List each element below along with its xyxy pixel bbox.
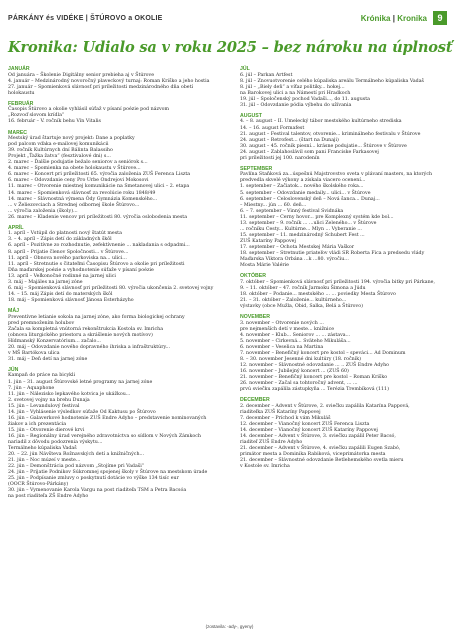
event-entry: 6. november – Veselica na Martina xyxy=(240,344,324,350)
event-entry: 8. júl – „Biely deň“ a víťaz politiky... hokej... xyxy=(240,84,345,90)
event-entry: 24. august – Zablahoslávil som pani Franciske Farkasovej xyxy=(240,149,379,155)
event-entry: 1. jún – 31. august Štúrovské letné programy na jarnej zóne xyxy=(8,379,153,385)
month-section xyxy=(240,314,452,393)
event-entry: 21. jún – Noc múzeí v meste... xyxy=(8,458,81,464)
event-entry: 6. marec – Koncert pri príležitosti 65. výročia založenia ZUŠ Ferenca Liszta xyxy=(8,172,191,178)
page-number: 9 xyxy=(433,11,447,25)
article-title: Kronika: Udialo sa v roku 2025 – bez nároku na úplnosť xyxy=(8,39,453,56)
month-heading: DECEMBER xyxy=(240,397,270,404)
event-entry: Mosta Márie Valérie xyxy=(240,263,289,269)
event-entry: 31. júl – Odovzdanie pódia výbehu do užívania xyxy=(240,102,352,108)
event-entry: 9. – 11. október – 47. ročník Jarmoku Šimona a Júdu xyxy=(240,285,366,291)
event-entry: 2. svetovej vojny na brehu Dunaja xyxy=(8,397,90,403)
event-entry: 4. marec – Spomienka na obete holokaustu v Štúrove... xyxy=(8,166,141,172)
event-entry: Pavlína Staňková za...úspešnú Majstrovstvo sveta v plávaní masters, na ktorých xyxy=(240,172,433,178)
event-entry: – Miestny... jún ... 60. deň... xyxy=(240,202,307,208)
event-entry: 31. máj – Deň detí na jarnej zóne xyxy=(8,356,88,362)
event-entry: predvedla skvelé výkony a získala viacero ocenení... xyxy=(240,178,366,184)
event-entry: 6. – 7. september – Vinný festival Svidnáka xyxy=(240,208,344,214)
event-entry: 18. september – Stretnutie priateľov vládi SR Roberta Fica a predsedu vlády Maďarska Viktora Orbána ...k ...80. výročiu... xyxy=(240,251,425,263)
month-section xyxy=(8,367,220,501)
event-entry: 6. marec – Odovzdanie ceny Pro Urbe Ondrejovi Mokosovi xyxy=(8,178,149,184)
event-entry: 15. jún – Otvorenie dierové krvi xyxy=(8,427,85,433)
event-entry: prvú sviečku zapálila zástupkyňa ... Terézia Trembíková (111) xyxy=(240,387,389,393)
event-entry: 8. apríl – Prijatie členov Spoločnosti... v Štúrove... xyxy=(8,249,129,255)
page-header xyxy=(0,0,459,34)
event-entry: 21. december – Advent v Štúrove, 4. sviečku zapálili Eugen Szabó, primátor mesta a Dominika Rabiková, viceprimátorka mesta xyxy=(240,446,401,458)
event-entry: Začala sa kompletná vnútorná rekonštrukcia Kostola sv. Imricha (obnova liturgického priestoru a skrášlenie nových motívov) xyxy=(8,326,164,338)
event-entry: Termálneho kúpaliska Vadaš xyxy=(8,446,77,452)
right-column xyxy=(240,66,452,474)
event-entry: Od januára – Školenie Digitálny senior prebieha aj v Štúrove xyxy=(8,72,155,78)
event-entry: 24. august – Retrofest... (štart na Dunaji) xyxy=(240,137,339,143)
month-section xyxy=(240,113,452,162)
section-separator: | xyxy=(390,14,398,23)
month-section xyxy=(240,397,452,470)
event-entry: 17. september – Ochota Mestskej Mária Vaškor xyxy=(240,244,355,250)
event-entry: 6. máj – Spomienková slávnosť pri príležitosti 80. výročia ukončenia 2. svetovej vojny xyxy=(8,285,214,291)
section-label-hu: Krónika xyxy=(360,14,391,23)
section-label xyxy=(361,14,427,23)
event-entry: 14. – 15. máj Zápis detí do materských škôl xyxy=(8,291,113,297)
event-entry: 25. jún – Podpísanie zmluvy o poskytnutí dotácie vo výške 134 tisíc eur (OOCR Štúrovo-Párkány) xyxy=(8,476,179,488)
event-entry: 16. február – V. ročník behu Vín Vitalis xyxy=(8,119,101,125)
event-entry: 3. – 4. apríl – Zápis detí do základných škôl xyxy=(8,237,112,243)
month-heading: APRÍL xyxy=(8,224,24,231)
month-section xyxy=(8,101,220,126)
event-entry: 24. jún – Prijatie Podnikov Súkromnej spojenej školy v Štúrove na mestskom úrade xyxy=(8,470,208,476)
event-entry: 11. apríl – Obnova nového parkoviska na... ulici... xyxy=(8,255,127,261)
event-entry: 5. september – Odovzdanie medaily... ulici... v Štúrove xyxy=(240,190,371,196)
month-heading: MÁJ xyxy=(8,307,19,314)
month-section xyxy=(8,66,220,97)
event-entry: ... v Želiezovciach a Strednej odbornej škole Štúrovo... xyxy=(8,202,140,208)
month-heading: MAREC xyxy=(8,129,28,136)
event-entry: 3. máj – Majáles na jarnej zóne xyxy=(8,279,83,285)
event-entry: 13. september – 9. ročník ... ...ulici Zeleného... v Štúrove xyxy=(240,220,377,226)
event-entry: 16. jún – Galaverkové hodnotenie ZUŠ Endre Adyho – predstavenie nominovaných žiakov a ich prezentácia xyxy=(8,415,207,427)
event-entry: ZUŠ Kataríny Pappovej xyxy=(240,238,296,244)
event-entry: Kampaň do práce na bicykli xyxy=(8,373,76,379)
event-entry: Projekt „Ťažka žatva“ (fesztivalové dni) s... xyxy=(8,154,111,160)
month-section xyxy=(8,225,220,304)
event-entry: 21. – 31. október – Založenie... kultúrneho... xyxy=(240,297,347,303)
event-entry: 26. marec – Kladenie vencov pri príležitosti 80. výročia oslobodenia mesta xyxy=(8,214,188,220)
event-entry: 21. november – Benefičný koncert pre kostol – Roman Kriško xyxy=(240,374,388,380)
event-entry: 18. október – Podanie... mestského ... ... poviedky Mesta Štúrovo xyxy=(240,291,396,297)
event-entry: výstavky (obce Mužla, Obid, Salka, Belá a Štúrovo) xyxy=(240,303,363,309)
event-entry: Preventívne letianie sokola na jarnej zóne, ako forma biologickej ochrany pred premnožením holubov xyxy=(8,314,185,326)
author-credit: (zostavila: -ady-, gyeny) xyxy=(205,624,254,629)
event-entry: 2. marec – Ďalšie podujatie bežalo seniorov a seniórok s... xyxy=(8,160,148,166)
month-section xyxy=(8,308,220,363)
event-entry: 39. ročník Kultúrnych dní Bálinta Balassiho xyxy=(8,148,113,154)
month-section xyxy=(240,66,452,109)
event-entry: ... ročníku Cesty... Kultúrne... Mlyn ... Vyberanie ... xyxy=(240,226,362,232)
event-entry: 14. december – Advent v Štúrove, 3. sviečku zapálil Peter Bacsó, riaditeľ ZUŠ Endre Adyho xyxy=(240,433,396,445)
event-entry: 15. jún – Levandulový festival xyxy=(8,403,80,409)
event-entry: 27. január – Spomienková slávnosť pri príležitosti medzinárodného dňa obetí holokaustu xyxy=(8,84,194,96)
event-entry: pri príležitosti jej 100. narodenín xyxy=(240,155,320,161)
event-entry: 30. jún – Vymenovanie Karola Vargu na post riaditeľa TSM a Petra Bacsóa na post riaditeľa ZŠ Endre Adyho xyxy=(8,488,187,500)
month-heading: AUGUST xyxy=(240,112,262,119)
event-entry: ... výročia založenia (školy)... xyxy=(8,208,78,214)
event-entry: 14. marec – Spomienková slávnosť za revolúcie roku 1848/49 xyxy=(8,190,156,196)
event-entry: 7. december – Príchod k vám Mikuláš xyxy=(240,415,331,421)
event-entry: 16. november – Jubilejný koncert ... (ZUŠ 60) xyxy=(240,368,349,374)
event-entry: 7. jún – Aquaphone xyxy=(8,385,55,391)
event-entry: Hídmanský Konzervatórium... začalo... xyxy=(8,338,101,344)
event-entry: 6. apríl – Pozitívne zo rozhodnutie, zefektívnenie ... nakladania s odpadmi... xyxy=(8,243,190,249)
month-section xyxy=(240,273,452,310)
section-label-sk: Kronika xyxy=(397,14,427,23)
event-entry: 4. november – Klub... Seniorov ... ... zástava... xyxy=(240,332,351,338)
event-entry: 4. január – Medzinárodný novoročný plaveckový turnaj: Roman Kriško a jeho hostia xyxy=(8,78,210,84)
event-entry: 13. apríl – Veľkonočné rodinné na jarnej ulici xyxy=(8,273,116,279)
month-section xyxy=(240,166,452,269)
event-entry: 6. júl – Parkan Artfest xyxy=(240,72,293,78)
event-entry: 26. november – Začal sa tohtoročný advent, ... ... xyxy=(240,381,358,387)
month-heading: FEBRUÁR xyxy=(8,100,34,107)
event-entry: 12. november – Slávnostné odovzdanie ... .. ZUŠ Endre Adyho xyxy=(240,362,390,368)
event-entry: 19. júl – Spoločenský pochod Vadaši..., do 11. augusta xyxy=(240,96,370,102)
event-entry: 11. apríl – Stretnutie s čitateľmi Časopisu Štúrovo a okolie pri príležitosti Dňa maďarskej poézie a vyhodnotenie súťaže v písaní poézie xyxy=(8,261,185,273)
event-entry: 1. apríl – Vstúpil do platnosti nový štatút mesta xyxy=(8,231,122,237)
event-entry: 21. december – Slávnostné odovzdanie Betlehemského svetla mieru v Kostole sv. Imricha xyxy=(240,458,404,470)
event-entry: 15. september – 11. medzinárodný Schubert Fest ... xyxy=(240,232,365,238)
event-entry: 6. september – Celoslovenský deň – Nová šanca... Dunaj... xyxy=(240,196,380,202)
event-entry: v MŠ Bartókova ulica xyxy=(8,350,60,356)
event-entry: 3. november – Otvorenie nových ... xyxy=(240,320,324,326)
event-entry: 20. máj – Odovzdanie nového dopravného ihriska a infraštruktúry... xyxy=(8,344,171,350)
event-entry: na Barokovej ulici a na Námestí pri Hradkoch xyxy=(240,90,351,96)
month-heading: JÚL xyxy=(240,66,250,72)
month-heading: JÚN xyxy=(8,366,19,373)
event-entry: 14. jún – Vyhlásenie výsledkov súťaže Od Kaktusu po Štúrovo xyxy=(8,409,156,415)
month-heading: NOVEMBER xyxy=(240,313,270,320)
event-entry: 22. jún – Demonštrácia pod názvom „Stojíme pri Vadaši“ xyxy=(8,464,145,470)
event-entry: 30. august – 45. ročník piesní... krásne podujatie... Štúrove v Štúrove xyxy=(240,143,407,149)
event-entry: 5. november – Cirkevná... Sväteho Mikuláša... xyxy=(240,338,351,344)
event-entry: 4. – 8. august – II. Umelecký tábor mestského kultúrneho strediska xyxy=(240,119,402,125)
event-entry: 14. – 16. august Formafest xyxy=(240,125,305,131)
month-heading: OKTÓBER xyxy=(240,273,266,280)
event-entry: 12. december – Vianočný koncert ZUŠ Ferenca Liszta xyxy=(240,421,370,427)
event-entry: 11. jún – Nálezisko lepkavého kotvica je ukážkou... xyxy=(8,391,131,397)
left-column xyxy=(8,66,220,504)
event-entry: 11. september – Cerny hovor... pre Komplexný systém kde bol... xyxy=(240,214,394,220)
event-entry: 8. júl – Znovuotvorenie celého kúpaliska areálu Termálneho kúpaliska Vadaš xyxy=(240,78,424,84)
event-entry: 20. – 22. jún Návšteva Rožnavských detí a knižničných... xyxy=(8,452,145,458)
event-entry: Časopis Štúrovo a okolie vyhlásil súťaž v písaní poézie pod názvom „Rozvoď slovom krídla“ xyxy=(8,107,170,119)
publication-name: PÁRKÁNY és VIDÉKE | ŠTÚROVO a OKOLIE xyxy=(8,15,163,22)
month-section xyxy=(8,130,220,221)
event-entry: 8. – 30. november Jesenné dni kultúry (18. ročník) xyxy=(240,356,361,362)
event-entry: 7. október – Spomienková slávnosť pri príležitosti 194. výročia bitky pri Párkane, xyxy=(240,279,435,285)
event-entry: 7. november – Benefičný koncert pre kostol – speváci... Ad Dominum xyxy=(240,350,406,356)
month-heading: JANUÁR xyxy=(8,66,30,72)
event-entry: 14. december – Vianočný koncert ZUŠ Kataríny Pappovej xyxy=(240,427,378,433)
event-entry: 1. september – Začiatok... nového školského roka... xyxy=(240,184,364,190)
event-entry: 2. december – Advent v Štúrove, 2. sviečku zapálila Katarína Pappová, riaditeľka ZUŠ Kataríny Pappovej xyxy=(240,403,410,415)
event-entry: 11. marec – Otvorenie miestnej komunikácie na Smetanovej ulici – 2. etapa xyxy=(8,184,190,190)
event-entry: 14. marec – Slávnostná výmena Ódy Gymnázia Komenského... xyxy=(8,196,158,202)
event-entry: pre nejmenších detí v meste... knižnice xyxy=(240,326,335,332)
event-entry: 18. máj – Spomienková slávnosť Jánosa Esterházyho xyxy=(8,297,134,303)
event-entry: 21. august – Festival talentov, otvorenie... kriminálneho festivalu v Štúrove xyxy=(240,131,421,137)
event-entry: 16. jún – Regionálny úrad verejného zdravotníctva so sídlom v Nových Zámkoch nariadil z dôvodu podozrenia výskytu... xyxy=(8,433,201,445)
month-heading: SEPTEMBER xyxy=(240,165,273,172)
event-entry: Mestský úrad štartuje nový projekt: Dane a poplatky pod palcom vďaka e-mailovej komunikácii xyxy=(8,136,135,148)
